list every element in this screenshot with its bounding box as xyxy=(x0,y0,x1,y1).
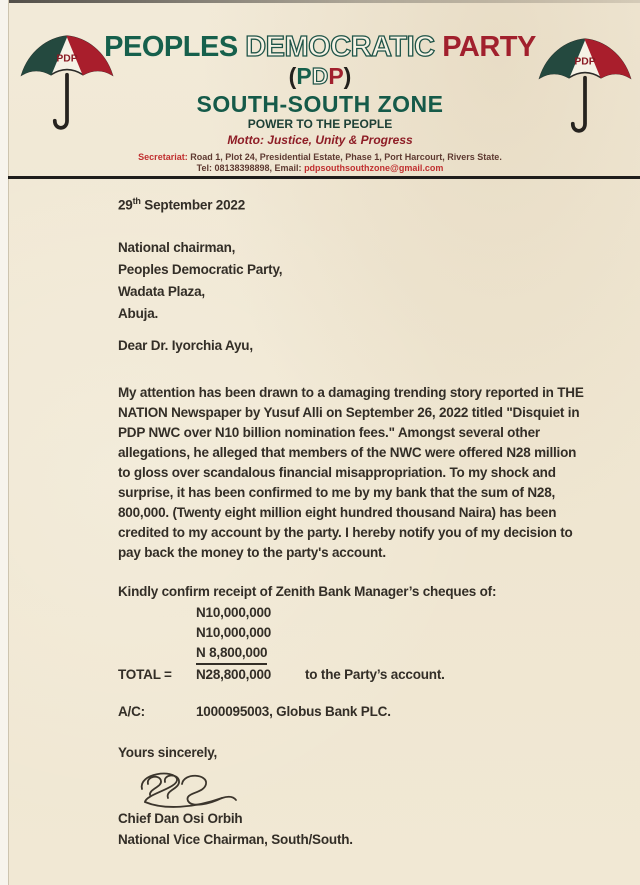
umbrella-icon xyxy=(20,27,114,145)
letter-body xyxy=(118,186,588,848)
email-address: pdpsouthsouthzone@gmail.com xyxy=(301,163,444,173)
date-ordinal-suffix: th xyxy=(132,196,141,206)
paragraph-line: surprise, it has been confirmed to me by my bank that the sum of N28, xyxy=(118,484,556,500)
date-day: 29 xyxy=(118,197,133,213)
letter-date xyxy=(118,192,588,215)
salutation: Dear Dr. Iyorchia Ayu, xyxy=(118,337,253,353)
account-value: 1000095003, Globus Bank PLC. xyxy=(196,703,391,719)
paragraph-line: 800,000. (Twenty eight million eight hundred thousand Naira) has been xyxy=(118,504,557,520)
signature-scribble xyxy=(132,767,242,813)
account-label: A/C: xyxy=(118,703,145,719)
party-name-democratic: DEMOCRATIC xyxy=(245,31,435,63)
signer-title: National Vice Chairman, South/South. xyxy=(118,831,353,847)
secretariat-label: Secretariat: xyxy=(138,152,188,162)
cheque-amount xyxy=(118,643,588,665)
paragraph-line: My attention has been drawn to a damaging trending story reported in THE xyxy=(118,384,584,400)
svg-text:PDP: PDP xyxy=(574,56,596,68)
pdp-umbrella-logo-right xyxy=(538,30,632,148)
cheque-amounts-list xyxy=(118,603,588,665)
cheque-amount-underlined: N 8,800,000 xyxy=(196,643,267,665)
recipient-line: Wadata Plaza, xyxy=(118,283,205,299)
cheque-amount: N10,000,000 xyxy=(196,604,272,620)
paragraph-line: allegations, he alleged that members of the NWC were offered N28 million xyxy=(118,444,577,460)
cheques-intro: Kindly confirm receipt of Zenith Bank Manager’s cheques of: xyxy=(118,583,497,599)
party-name-peoples: PEOPLES xyxy=(104,31,238,63)
total-amount: N28,800,000 xyxy=(196,666,272,682)
letter-paragraph xyxy=(118,383,588,563)
signer-name: Chief Dan Osi Orbih xyxy=(118,810,243,826)
acronym-paren-close: ) xyxy=(343,63,352,89)
letterhead-divider-rule xyxy=(8,176,640,179)
recipient-address-block xyxy=(118,237,588,325)
umbrella-icon xyxy=(538,30,632,148)
recipient-line: National chairman, xyxy=(118,239,236,255)
total-label: TOTAL = xyxy=(118,666,172,682)
date-month-year: September 2022 xyxy=(140,197,246,213)
cheque-amount: N10,000,000 xyxy=(196,624,272,640)
acronym-paren-open: ( xyxy=(288,63,297,89)
paragraph-line: credited to my account by the party. I hereby notify you of my decision to xyxy=(118,524,573,540)
secretariat-address: Road 1, Plot 24, Presidential Estate, Phase 1, Port Harcourt, Rivers State. xyxy=(187,152,502,162)
pdp-umbrella-logo-left xyxy=(20,27,114,145)
acronym-p-green: P xyxy=(296,63,312,89)
party-name-party: PARTY xyxy=(442,31,536,63)
closing-phrase: Yours sincerely, xyxy=(118,744,218,760)
party-slogan: POWER TO THE PEOPLE xyxy=(247,117,393,131)
email-label: Email: xyxy=(274,163,302,173)
total-row xyxy=(118,667,588,683)
account-row xyxy=(118,704,588,720)
paragraph-line: pay back the money to the party's account. xyxy=(118,544,386,560)
recipient-line: Abuja. xyxy=(118,305,159,321)
paragraph-line: to gloss over scandalous financial misappropriation. To my shock and xyxy=(118,464,556,480)
signature-block xyxy=(118,769,588,811)
zone-title: SOUTH-SOUTH ZONE xyxy=(196,91,444,117)
paragraph-line: PDP NWC over N10 billion nomination fees." Amongst several other xyxy=(118,424,540,440)
tel-value: 08138398898, xyxy=(211,163,275,173)
paragraph-line: NATION Newspaper by Yusuf Alli on September 26, 2022 titled "Disquiet in xyxy=(118,404,580,420)
acronym-d-outline: D xyxy=(311,63,329,89)
motto-label: Motto: xyxy=(227,133,264,147)
secretariat-line xyxy=(0,152,640,163)
motto-text: Justice, Unity & Progress xyxy=(263,133,413,147)
svg-text:PDP: PDP xyxy=(56,53,78,65)
recipient-line: Peoples Democratic Party, xyxy=(118,261,283,277)
total-suffix: to the Party’s account. xyxy=(305,666,445,682)
contact-line xyxy=(0,163,640,174)
tel-label: Tel: xyxy=(196,163,212,173)
letterhead xyxy=(0,0,640,174)
acronym-p-red: P xyxy=(328,63,344,89)
